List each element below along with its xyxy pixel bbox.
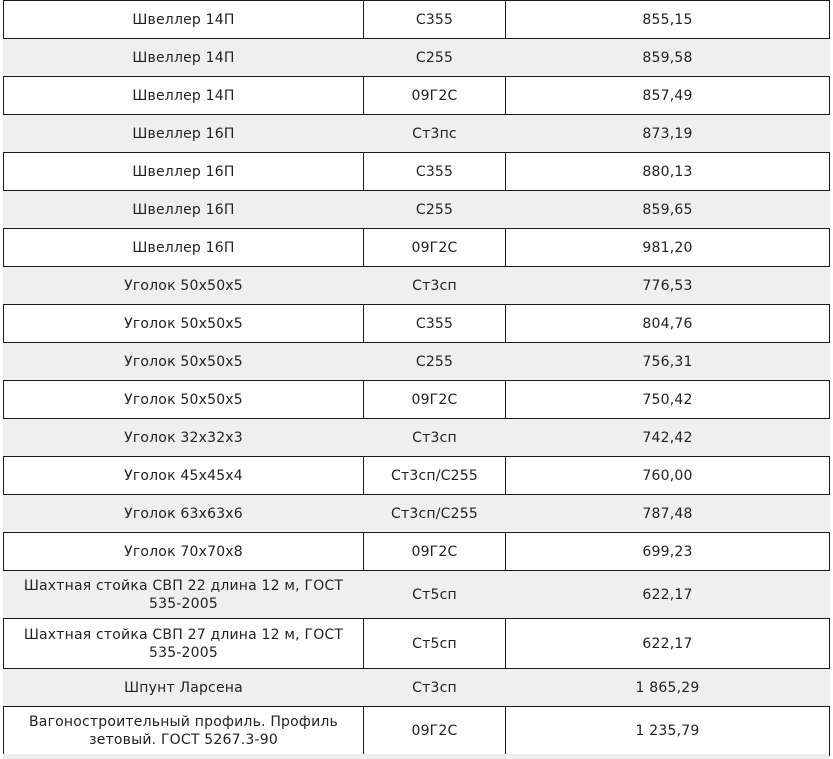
table-row: [4, 267, 830, 305]
table-row: [4, 457, 830, 495]
product-name-cell: Уголок 50х50х5: [4, 267, 364, 305]
product-name-cell: Швеллер 14П: [4, 39, 364, 77]
product-name-cell: Уголок 70х70х8: [4, 533, 364, 571]
product-name-cell: Швеллер 14П: [4, 77, 364, 115]
price-cell: 880,13: [506, 153, 830, 191]
price-cell: 750,42: [506, 381, 830, 419]
product-name-cell: Швеллер 16П: [4, 229, 364, 267]
price-cell: 699,23: [506, 533, 830, 571]
table-row: [4, 153, 830, 191]
steel-grade-cell: Ст5сп: [364, 619, 506, 669]
steel-grade-cell: С255: [364, 39, 506, 77]
price-table-body: [4, 1, 830, 756]
table-row: [4, 305, 830, 343]
product-name-cell: Шпунт Ларсена: [4, 669, 364, 707]
product-name-cell: Швеллер 16П: [4, 153, 364, 191]
table-row: [4, 115, 830, 153]
steel-grade-cell: 09Г2С: [364, 533, 506, 571]
steel-grade-cell: 09Г2С: [364, 77, 506, 115]
price-cell: 859,65: [506, 191, 830, 229]
price-cell: 1 865,29: [506, 669, 830, 707]
steel-grade-cell: Ст3сп: [364, 419, 506, 457]
steel-grade-cell: Ст3пс: [364, 115, 506, 153]
price-cell: 859,58: [506, 39, 830, 77]
table-row: [4, 381, 830, 419]
steel-grade-cell: Ст3сп: [364, 669, 506, 707]
steel-grade-cell: С255: [364, 343, 506, 381]
next-row-fragment: [3, 754, 829, 759]
product-name-cell: Уголок 32х32х3: [4, 419, 364, 457]
table-row: [4, 669, 830, 707]
price-cell: 742,42: [506, 419, 830, 457]
table-row: [4, 77, 830, 115]
steel-grade-cell: С355: [364, 153, 506, 191]
price-cell: 855,15: [506, 1, 830, 39]
table-row: [4, 1, 830, 39]
price-cell: 760,00: [506, 457, 830, 495]
product-name-cell: Швеллер 16П: [4, 115, 364, 153]
table-row: [4, 419, 830, 457]
table-row: [4, 707, 830, 756]
product-name-cell: Швеллер 16П: [4, 191, 364, 229]
product-name-cell: Шахтная стойка СВП 27 длина 12 м, ГОСТ 535-2005: [4, 619, 364, 669]
steel-grade-cell: С355: [364, 1, 506, 39]
product-name-cell: Уголок 50х50х5: [4, 343, 364, 381]
steel-grade-cell: 09Г2С: [364, 229, 506, 267]
product-name-cell: Уголок 50х50х5: [4, 305, 364, 343]
steel-grade-cell: Ст3сп/С255: [364, 457, 506, 495]
price-cell: 622,17: [506, 571, 830, 619]
price-table: [3, 0, 830, 756]
product-name-cell: Шахтная стойка СВП 22 длина 12 м, ГОСТ 535-2005: [4, 571, 364, 619]
price-cell: 857,49: [506, 77, 830, 115]
product-name-cell: Уголок 63х63х6: [4, 495, 364, 533]
steel-grade-cell: С255: [364, 191, 506, 229]
table-row: [4, 571, 830, 619]
steel-grade-cell: Ст3сп: [364, 267, 506, 305]
steel-grade-cell: Ст5сп: [364, 571, 506, 619]
steel-grade-cell: С355: [364, 305, 506, 343]
table-row: [4, 495, 830, 533]
price-cell: 873,19: [506, 115, 830, 153]
price-cell: 787,48: [506, 495, 830, 533]
price-cell: 776,53: [506, 267, 830, 305]
product-name-cell: Швеллер 14П: [4, 1, 364, 39]
table-row: [4, 533, 830, 571]
steel-grade-cell: 09Г2С: [364, 381, 506, 419]
product-name-cell: Уголок 50х50х5: [4, 381, 364, 419]
price-cell: 622,17: [506, 619, 830, 669]
steel-grade-cell: 09Г2С: [364, 707, 506, 756]
price-cell: 756,31: [506, 343, 830, 381]
table-row: [4, 619, 830, 669]
price-cell: 981,20: [506, 229, 830, 267]
steel-grade-cell: Ст3сп/С255: [364, 495, 506, 533]
product-name-cell: Уголок 45х45х4: [4, 457, 364, 495]
table-row: [4, 229, 830, 267]
price-cell: 1 235,79: [506, 707, 830, 756]
price-cell: 804,76: [506, 305, 830, 343]
table-row: [4, 39, 830, 77]
table-row: [4, 191, 830, 229]
table-row: [4, 343, 830, 381]
product-name-cell: Вагоностроительный профиль. Профиль зетовый. ГОСТ 5267.3-90: [4, 707, 364, 756]
